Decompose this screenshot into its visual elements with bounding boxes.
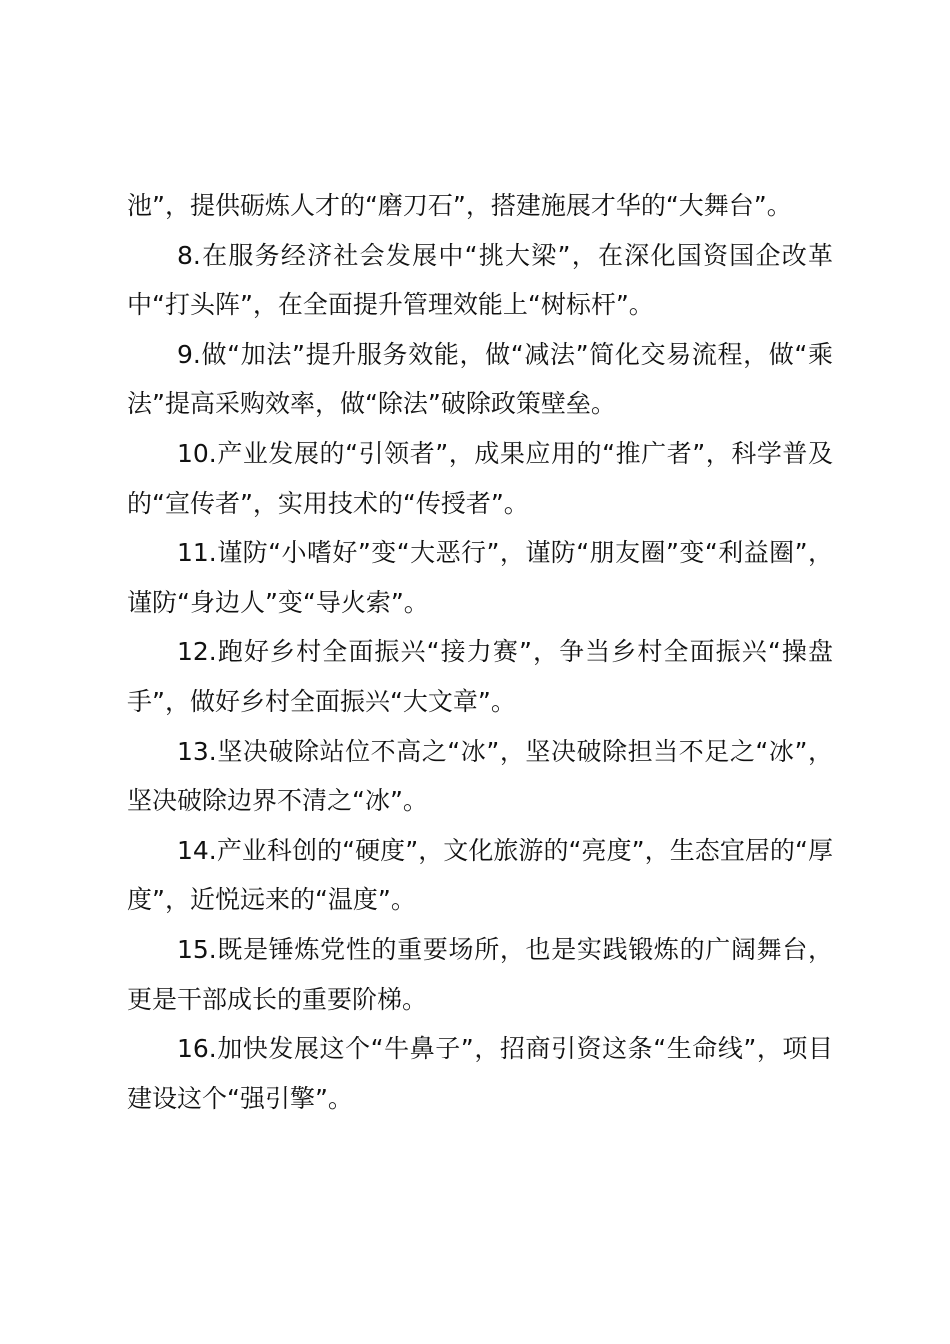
- paragraph-item-15: 15.既是锤炼党性的重要场所，也是实践锻炼的广阔舞台，更是干部成长的重要阶梯。: [127, 934, 833, 1014]
- paragraph-continuation: 池”，提供砺炼人才的“磨刀石”，搭建施展才华的“大舞台”。: [127, 191, 792, 220]
- paragraph-item-11: 11.谨防“小嗜好”变“大恶行”，谨防“朋友圈”变“利益圈”，谨防“身边人”变“导火索”。: [127, 538, 833, 617]
- document-body: [127, 181, 833, 1123]
- paragraph-item-8: 8.在服务经济社会发展中“挑大梁”，在深化国资国企改革中“打头阵”，在全面提升管理效能上“树标杆”。: [127, 240, 833, 320]
- paragraph-item-9: 9.做“加法”提升服务效能，做“减法”简化交易流程，做“乘法”提高采购效率，做“除法”破除政策壁垒。: [127, 339, 833, 419]
- paragraph-item-13: 13.坚决破除站位不高之“冰”，坚决破除担当不足之“冰”，坚决破除边界不清之“冰”。: [127, 736, 833, 816]
- paragraph-item-12: 12.跑好乡村全面振兴“接力赛”，争当乡村全面振兴“操盘手”，做好乡村全面振兴“大文章”。: [127, 637, 833, 716]
- paragraph-item-14: 14.产业科创的“硬度”，文化旅游的“亮度”，生态宜居的“厚度”，近悦远来的“温度”。: [127, 835, 833, 915]
- paragraph-item-16: 16.加快发展这个“牛鼻子”，招商引资这条“生命线”，项目建设这个“强引擎”。: [127, 1034, 833, 1113]
- paragraph-item-10: 10.产业发展的“引领者”，成果应用的“推广者”，科学普及的“宣传者”，实用技术的“传授者”。: [127, 438, 833, 518]
